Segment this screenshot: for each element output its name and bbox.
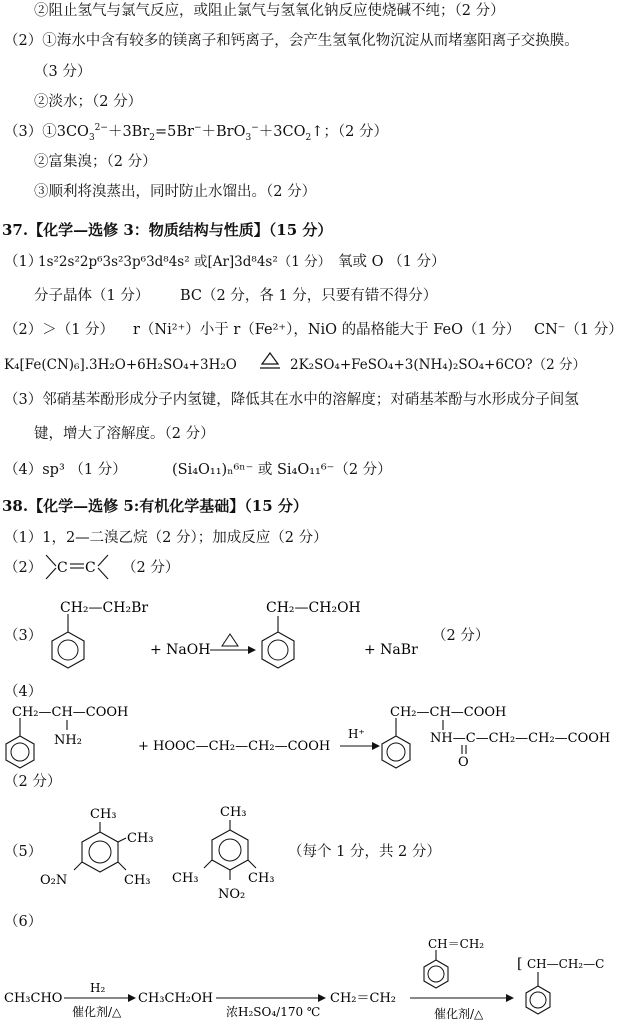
bond [46, 568, 56, 579]
bond [98, 568, 108, 579]
benzene-ring [82, 832, 118, 872]
reactant-chain: CH₂—CH₂Br [60, 600, 149, 616]
heat-triangle-symbol [257, 350, 283, 374]
triangle-mark [262, 353, 278, 364]
answer-37-1-crystal: 分子晶体（1 分） [34, 288, 150, 304]
eq-sup: − [251, 123, 259, 134]
eq-text: （3）①3CO [4, 124, 89, 140]
answer-38-5-score: （每个 1 分，共 2 分） [288, 844, 441, 860]
answer-37-3-line2: 键，增大了溶解度。（2 分） [34, 426, 215, 442]
answer-37-2-reason: r（Ni²⁺）小于 r（Fe²⁺），NiO 的晶格能大于 FeO（1 分） [133, 322, 521, 338]
aromatic-circle [428, 966, 444, 982]
bond [204, 860, 212, 868]
answer-37-1-config [38, 252, 331, 272]
eq-text: ＋BrO [201, 124, 246, 140]
aromatic-circle [219, 839, 241, 861]
polymer-chain: CH—CH₂—C [527, 957, 605, 971]
answer-37-2-cn: CN⁻（1 分） [534, 322, 623, 338]
formula-text: (Si₄O₁₁)ₙ⁶ⁿ⁻ [172, 462, 254, 478]
bond [118, 838, 126, 842]
answer-38-5-label: （5） [4, 844, 43, 860]
aromatic-circle [530, 992, 546, 1008]
nitro-trimethylbenzene-isomers [38, 804, 288, 908]
eq-sup: − [193, 123, 202, 134]
acetaldehyde: CH₃CHO [4, 991, 63, 1006]
answer-38-2-score: （2 分） [122, 560, 180, 576]
carbon-atom: C [57, 560, 68, 576]
eq-sub: 2 [305, 132, 312, 143]
product-chain-top: CH₂—CH—COOH [390, 705, 507, 720]
naoh-label: + NaOH [150, 642, 211, 658]
answer-38-6-label: （6） [4, 914, 43, 930]
reaction-38-3 [40, 594, 480, 676]
catalyst-label: 催化剂/△ [72, 1005, 122, 1019]
aromatic-circle [11, 743, 29, 761]
config-or: 或[Ar]3d⁸4s² [189, 254, 278, 270]
answer-37-1-choice: BC（2 分，各 1 分，只要有错不得分） [180, 288, 438, 304]
methyl-group: CH₃ [172, 871, 199, 886]
methyl-group: CH₃ [90, 807, 117, 822]
benzene-ring [382, 736, 410, 768]
aromatic-circle [89, 841, 111, 863]
acid-catalyst: H⁺ [348, 727, 365, 741]
benzene-ring [212, 830, 248, 870]
config-score: （1 分） [277, 254, 332, 270]
eq-sub: 2 [149, 132, 155, 143]
answer-37-1-label: （1） [4, 254, 43, 270]
answer-37-2-label: （2）＞（1 分） [4, 322, 115, 338]
carbon-atom: C [85, 560, 96, 576]
eq-sub: 3 [88, 132, 95, 143]
product-chain: CH₂—CH₂OH [266, 600, 361, 616]
answer-38-4-score: （2 分） [4, 774, 62, 790]
arrow-head [318, 994, 326, 1002]
eq-text: ＋3CO [258, 124, 306, 140]
answer-37-4-label: （4）sp³ （1 分） [4, 462, 127, 478]
benzene-ring [6, 736, 34, 768]
product-chain-amide: NH—C—CH₂—CH₂—COOH [430, 731, 611, 746]
formula-or: 或 Si₄O₁₁⁶⁻（2 分） [253, 462, 392, 478]
answer-36-3-part3: ③顺利将溴蒸出，同时防止水馏出。（2 分） [34, 184, 317, 200]
section-38-heading: 38.【化学—选修 5:有机化学基础】（15 分） [2, 497, 308, 515]
arrow-head [506, 994, 514, 1002]
eq-sup: 2− [94, 123, 108, 134]
aromatic-circle [268, 640, 288, 660]
styrene-chain: CH＝CH₂ [428, 937, 485, 951]
bond [74, 862, 82, 870]
methyl-group: CH₃ [220, 805, 247, 820]
answer-38-4-label: （4） [4, 684, 43, 700]
answer-38-3-score: （2 分） [432, 628, 490, 644]
aromatic-circle [387, 743, 405, 761]
succinic-acid: + HOOC—CH₂—CH₂—COOH [138, 739, 331, 754]
eq-text: ＋3Br [107, 124, 150, 140]
amino-group: NH₂ [54, 733, 82, 748]
arrow-head [248, 646, 256, 654]
nitro-group: NO₂ [218, 887, 246, 902]
benzene-ring [52, 632, 84, 668]
methyl-group: CH₃ [127, 831, 154, 846]
benzene-ring [262, 632, 294, 668]
eq-text: ↑；（2 分） [311, 124, 388, 140]
answer-36-2-part2: ②淡水；（2 分） [34, 94, 143, 110]
answer-36-2-part1-score: （3 分） [34, 64, 92, 80]
ethylene: CH₂＝CH₂ [330, 991, 396, 1006]
synthesis-route-38-6 [0, 934, 609, 1022]
answer-36-3-part2: ②富集溴；（2 分） [34, 154, 157, 170]
answer-37-1-oxygen: 氧或 O （1 分） [338, 254, 446, 270]
arrow-head [128, 994, 136, 1002]
nitro-group: O₂N [40, 873, 68, 888]
eq-text: =5Br [155, 124, 194, 140]
nabr-label: + NaBr [364, 642, 418, 658]
answer-37-2-equation-right: 2K₂SO₄+FeSO₄+3(NH₄)₂SO₄+6CO?（2 分） [290, 357, 586, 373]
answer-38-3-label: （3） [4, 628, 43, 644]
ethanol: CH₃CH₂OH [138, 991, 213, 1006]
reagent-h2: H₂ [90, 981, 106, 995]
reaction-38-4 [0, 700, 609, 772]
aromatic-circle [58, 640, 78, 660]
catalyst-label: 催化剂/△ [434, 1007, 484, 1021]
answer-37-4-formula [172, 460, 392, 480]
answer-37-2-equation-left: K₄[Fe(CN)₆].3H₂O+6H₂SO₄+3H₂O [4, 357, 237, 373]
carbonyl-oxygen: O [458, 755, 469, 770]
methyl-group: CH₃ [248, 871, 275, 886]
answer-37-3-line1: （3）邻硝基苯酚形成分子内氢键，降低其在水中的溶解度；对硝基苯酚与水形成分子间氢 [4, 392, 579, 408]
polymer-bracket: [ [517, 956, 523, 972]
arrow-head [372, 742, 380, 750]
methyl-group: CH₃ [124, 873, 151, 888]
heat-triangle [222, 634, 238, 646]
amino-acid-chain: CH₂—CH—COOH [12, 705, 129, 720]
bond [118, 862, 126, 870]
alkene-structure [44, 552, 118, 582]
bond [98, 555, 108, 566]
eq-sub: 3 [245, 132, 252, 143]
condition-label: 浓H₂SO₄/170 ℃ [226, 1005, 321, 1019]
answer-36-2-part1: （2）①海水中含有较多的镁离子和钙离子，会产生氢氧化物沉淀从而堵塞阳离子交换膜。 [4, 33, 579, 49]
answer-38-2-label: （2） [4, 560, 43, 576]
config-text: 1s²2s²2p⁶3s²3p⁶3d⁸4s² [38, 254, 190, 270]
bond [46, 555, 56, 566]
bond [248, 860, 256, 868]
answer-36-3-equation [4, 122, 388, 142]
section-37-heading: 37.【化学—选修 3：物质结构与性质】（15 分） [2, 221, 333, 239]
answer-38-1: （1）1，2—二溴乙烷（2 分）；加成反应（2 分） [4, 530, 328, 546]
answer-36-1-part2: ②阻止氢气与氯气反应，或阻止氯气与氢氧化钠反应使烧碱不纯；（2 分） [34, 3, 505, 19]
